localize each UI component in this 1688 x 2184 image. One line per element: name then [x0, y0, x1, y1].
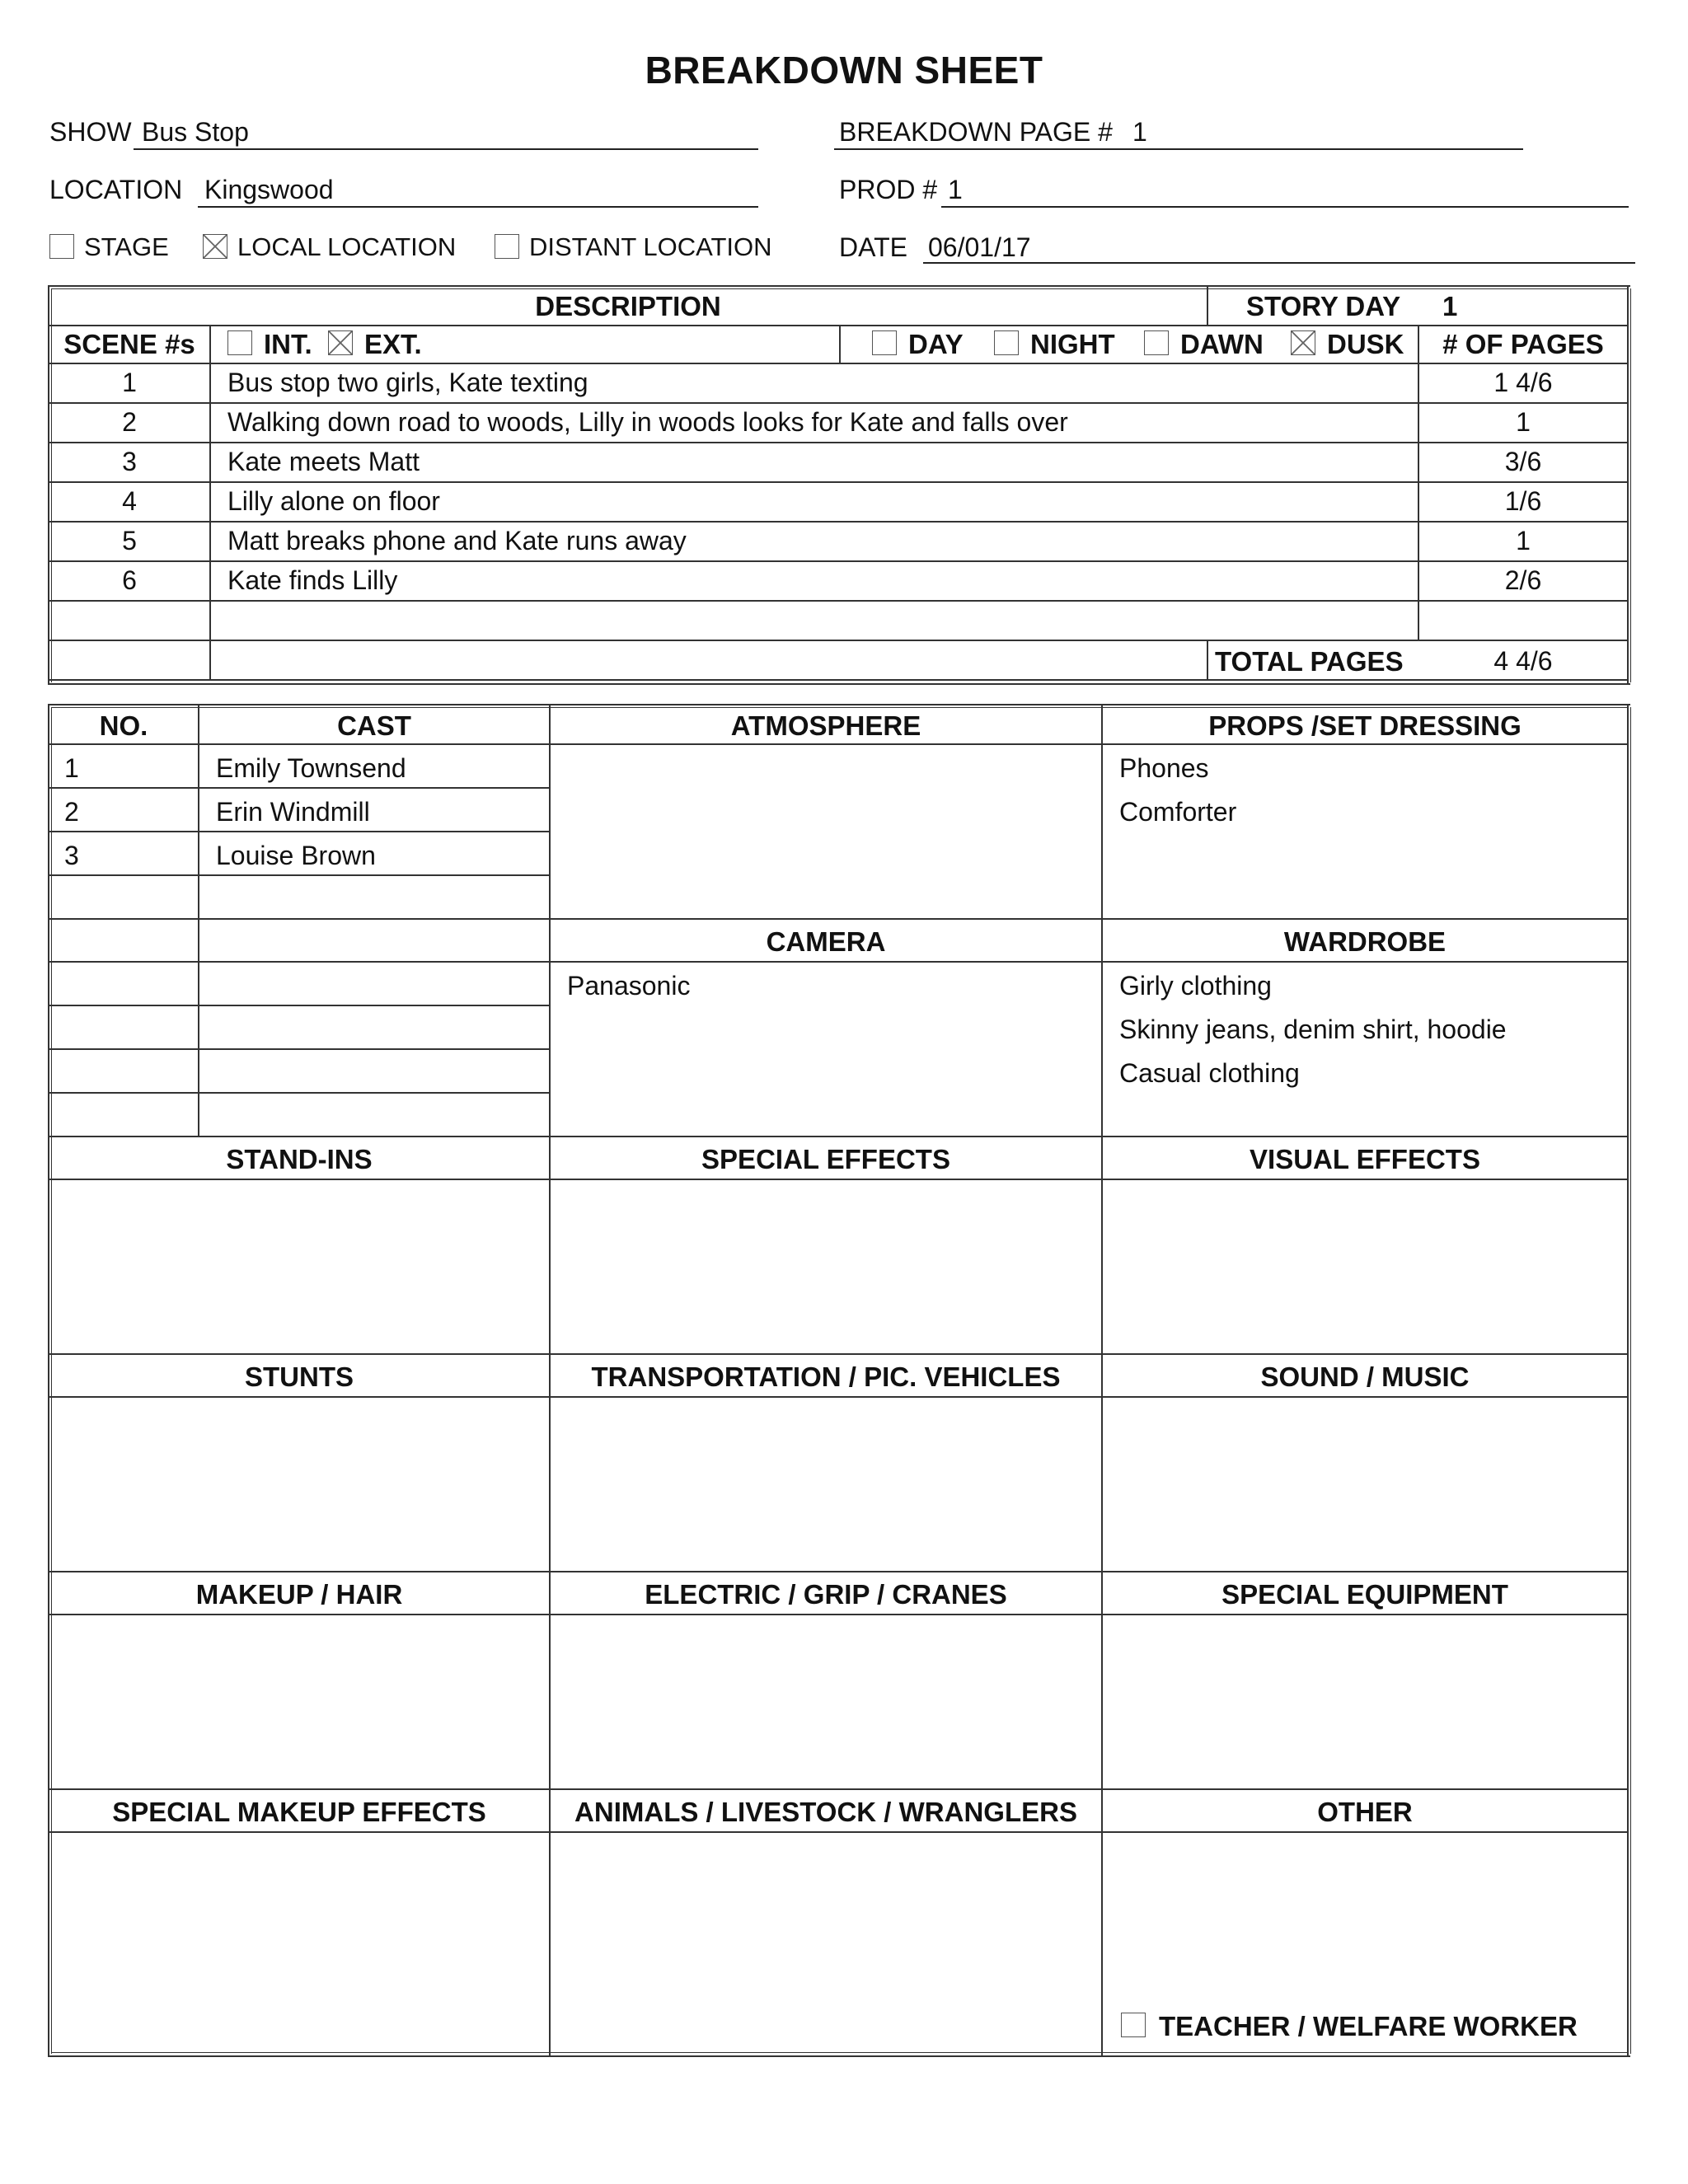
- prod-label: PROD #: [839, 175, 938, 204]
- electric-grip-header: ELECTRIC / GRIP / CRANES: [645, 1579, 1007, 1610]
- sound-music-header: SOUND / MUSIC: [1260, 1361, 1470, 1392]
- special-makeup-header: SPECIAL MAKEUP EFFECTS: [112, 1797, 486, 1827]
- cast-number: 3: [64, 841, 79, 870]
- breakdown-page-field-line: [834, 148, 1523, 150]
- scene-number: 2: [122, 407, 137, 437]
- page-title: BREAKDOWN SHEET: [645, 49, 1043, 91]
- dusk-checkbox[interactable]: [1291, 330, 1315, 355]
- makeup-hair-header: MAKEUP / HAIR: [195, 1579, 403, 1610]
- scene-pages: 1 4/6: [1493, 368, 1553, 397]
- stand-ins-header: STAND-INS: [226, 1144, 373, 1174]
- int-label: INT.: [264, 329, 312, 359]
- props-header: PROPS /SET DRESSING: [1208, 710, 1522, 741]
- day-checkbox[interactable]: [872, 330, 897, 355]
- scene-description: Kate meets Matt: [227, 447, 420, 476]
- cast-name: Emily Townsend: [216, 753, 406, 783]
- animals-header: ANIMALS / LIVESTOCK / WRANGLERS: [574, 1797, 1077, 1827]
- location-label: LOCATION: [49, 175, 183, 204]
- show-label: SHOW: [49, 117, 132, 147]
- special-effects-header: SPECIAL EFFECTS: [701, 1144, 950, 1174]
- breakdown-page-field[interactable]: 1: [1132, 117, 1147, 147]
- scene-pages: 2/6: [1504, 565, 1542, 595]
- dusk-label: DUSK: [1327, 329, 1404, 359]
- stunts-header: STUNTS: [245, 1361, 354, 1392]
- scene-number: 1: [122, 368, 137, 397]
- dawn-checkbox[interactable]: [1144, 330, 1169, 355]
- wardrobe-item: Skinny jeans, denim shirt, hoodie: [1119, 1015, 1507, 1044]
- pages-header: # OF PAGES: [1442, 329, 1604, 359]
- scene-number: 5: [122, 526, 137, 555]
- ext-label: EXT.: [364, 329, 422, 359]
- night-checkbox[interactable]: [994, 330, 1019, 355]
- prop-item: Comforter: [1119, 797, 1237, 827]
- stage-label: STAGE: [84, 232, 169, 261]
- scene-description: Lilly alone on floor: [227, 486, 440, 516]
- cast-name: Louise Brown: [216, 841, 376, 870]
- date-label: DATE: [839, 232, 907, 262]
- story-day-value[interactable]: 1: [1442, 291, 1458, 321]
- distant-location-label: DISTANT LOCATION: [529, 232, 772, 261]
- other-header: OTHER: [1317, 1797, 1413, 1827]
- location-field[interactable]: Kingswood: [204, 175, 334, 204]
- cast-header: CAST: [337, 710, 411, 741]
- cast-no-header: NO.: [99, 710, 148, 741]
- teacher-welfare-label: TEACHER / WELFARE WORKER: [1159, 2011, 1578, 2041]
- date-field[interactable]: 06/01/17: [928, 232, 1031, 262]
- scene-description: Bus stop two girls, Kate texting: [227, 368, 588, 397]
- night-label: NIGHT: [1030, 329, 1115, 359]
- dawn-label: DAWN: [1180, 329, 1264, 359]
- scene-pages: 1: [1516, 407, 1531, 437]
- camera-item: Panasonic: [567, 971, 691, 1001]
- day-label: DAY: [908, 329, 964, 359]
- cast-number: 1: [64, 753, 79, 783]
- prop-item: Phones: [1119, 753, 1209, 783]
- cast-number: 2: [64, 797, 79, 827]
- atmosphere-header: ATMOSPHERE: [730, 710, 921, 741]
- scene-pages: 1: [1516, 526, 1531, 555]
- scene-number: 6: [122, 565, 137, 595]
- prod-field[interactable]: 1: [948, 175, 963, 204]
- description-header: DESCRIPTION: [535, 291, 721, 321]
- total-pages-label: TOTAL PAGES: [1215, 646, 1404, 677]
- wardrobe-item: Girly clothing: [1119, 971, 1272, 1001]
- scene-description: Matt breaks phone and Kate runs away: [227, 526, 687, 555]
- show-field[interactable]: Bus Stop: [142, 117, 249, 147]
- location-field-line: [198, 206, 758, 208]
- show-field-line: [134, 148, 758, 150]
- int-checkbox[interactable]: [227, 330, 252, 355]
- wardrobe-header: WARDROBE: [1283, 926, 1447, 957]
- local-location-checkbox[interactable]: [203, 234, 227, 259]
- story-day-label: STORY DAY: [1246, 291, 1401, 321]
- visual-effects-header: VISUAL EFFECTS: [1250, 1144, 1480, 1174]
- stage-checkbox[interactable]: [49, 234, 74, 259]
- scene-description: Kate finds Lilly: [227, 565, 398, 595]
- ext-checkbox[interactable]: [328, 330, 353, 355]
- total-pages-value: 4 4/6: [1493, 646, 1553, 676]
- wardrobe-item: Casual clothing: [1119, 1058, 1300, 1088]
- local-location-label: LOCAL LOCATION: [237, 232, 457, 261]
- camera-header: CAMERA: [766, 926, 886, 957]
- scene-pages: 3/6: [1504, 447, 1542, 476]
- special-equipment-header: SPECIAL EQUIPMENT: [1221, 1579, 1508, 1610]
- teacher-welfare-checkbox[interactable]: [1121, 2013, 1146, 2037]
- transportation-header: TRANSPORTATION / PIC. VEHICLES: [591, 1361, 1061, 1392]
- scene-description: Walking down road to woods, Lilly in woods looks for Kate and falls over: [227, 407, 1068, 437]
- scene-number-header: SCENE #s: [63, 329, 195, 359]
- scene-pages: 1/6: [1504, 486, 1542, 516]
- breakdown-page-label: BREAKDOWN PAGE #: [839, 117, 1113, 147]
- cast-name: Erin Windmill: [216, 797, 370, 827]
- scene-number: 3: [122, 447, 137, 476]
- prod-field-line: [941, 206, 1629, 208]
- distant-location-checkbox[interactable]: [495, 234, 519, 259]
- scene-number: 4: [122, 486, 137, 516]
